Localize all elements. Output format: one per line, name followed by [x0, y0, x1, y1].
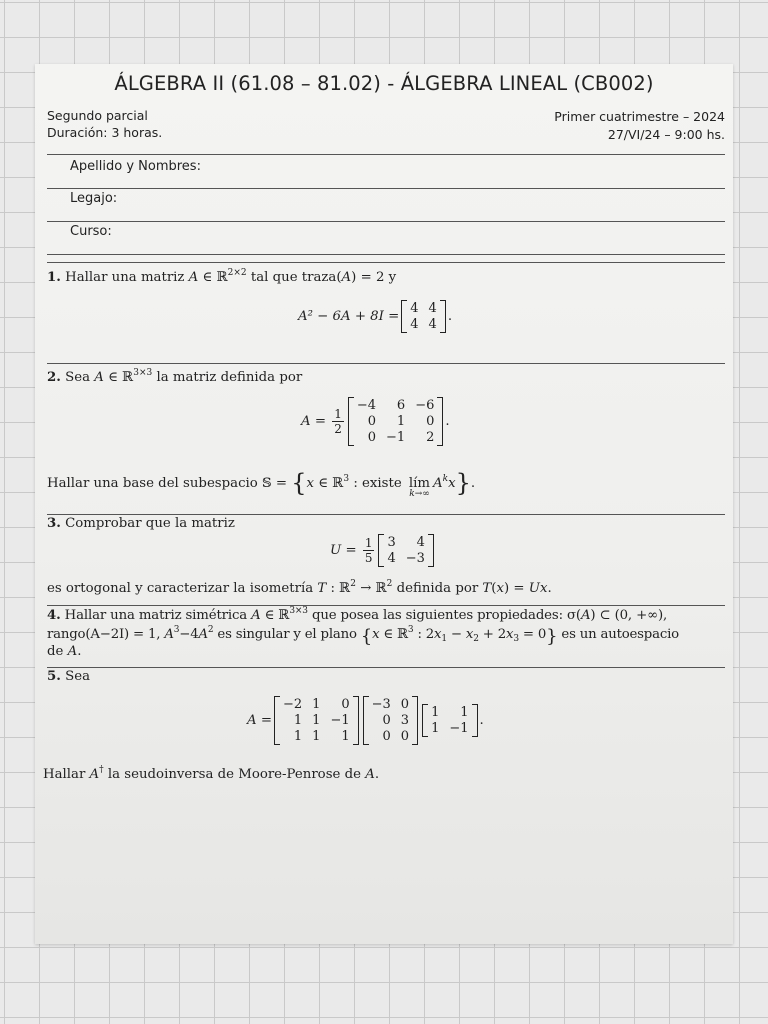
divider — [47, 363, 725, 364]
exam-term: Primer cuatrimestre – 2024 — [554, 109, 725, 124]
name-field-label: Apellido y Nombres: — [70, 159, 201, 174]
question-2-matrix-definition: A = $\frac{1}{2}$ −4 6 −6 0 1 0 0 −1 2 . — [301, 398, 450, 445]
matrix: 4 4 4 4 — [401, 300, 446, 333]
divider — [47, 667, 725, 668]
question-1-equation: A² − 6A + 8I = 4 4 4 4 . — [298, 301, 453, 332]
question-5-statement: 5. Sea — [47, 669, 91, 684]
matrix: −4 6 −6 0 1 0 0 −1 2 — [348, 397, 444, 446]
question-5-matrix-product: A = −2 1 0 1 1 −1 1 1 1 −3 0 0 3 0 0 1 1 1 −1 . — [247, 697, 484, 744]
curso-field-label: Curso: — [70, 224, 112, 239]
exam-date: 27/VI/24 – 9:00 hs. — [607, 127, 725, 142]
matrix: 1 1 1 −1 — [422, 704, 477, 737]
curso-field-line[interactable] — [47, 254, 725, 255]
question-number: 2. — [47, 370, 61, 385]
question-number: 5. — [47, 669, 61, 684]
question-number: 1. — [47, 270, 61, 285]
divider — [47, 262, 725, 263]
exam-type: Segundo parcial — [47, 108, 148, 123]
question-4-line-2: rango(A−2I) = 1, $A^3-4A^2$ es singular y el plano {x ∈ ℝ$^3$ : $2x_1 - x_2 + 2x_3 = 0$} es un autoespacio — [47, 625, 679, 647]
exam-sheet — [35, 64, 733, 944]
question-3-matrix-definition: U = $\frac{1}{5}$ 3 4 4 −3 — [330, 534, 436, 567]
question-number: 4. — [47, 608, 61, 623]
exam-title: ÁLGEBRA II (61.08 – 81.02) - ÁLGEBRA LINEAL (CB002) — [114, 72, 654, 95]
question-3-task: es ortogonal y caracterizar la isometría T : ℝ$^2$ → ℝ$^2$ definida por T(x) = Ux. — [47, 579, 552, 596]
matrix: −2 1 0 1 1 −1 1 1 1 — [274, 696, 359, 745]
legajo-field-label: Legajo: — [70, 191, 118, 206]
divider — [47, 605, 725, 606]
question-number: 3. — [47, 516, 61, 531]
matrix: 3 4 4 −3 — [378, 534, 433, 567]
question-1-statement: 1. Hallar una matriz A ∈ ℝ$^{2\times 2}$ tal que traza(A) = 2 y — [47, 268, 397, 285]
question-4-line-3: de A. — [47, 644, 82, 659]
matrix: −3 0 0 3 0 0 — [363, 696, 418, 745]
name-field-line[interactable] — [47, 188, 725, 189]
exam-duration: Duración: 3 horas. — [47, 125, 163, 140]
legajo-field-line[interactable] — [47, 221, 725, 222]
question-5-task: Hallar A† la seudoinversa de Moore-Penrose de A. — [43, 765, 380, 782]
question-2-statement: 2. Sea A ∈ ℝ$^{3\times 3}$ la matriz definida por — [47, 368, 303, 385]
question-3-statement: 3. Comprobar que la matriz — [47, 516, 235, 531]
divider — [47, 154, 725, 155]
question-4-line-1: 4. Hallar una matriz simétrica A ∈ ℝ$^{3\times 3}$ que posea las siguientes propiedades: σ(A) ⊂ (0, +∞), — [47, 606, 668, 623]
question-2-task: Hallar una base del subespacio 𝕊 = {x ∈ ℝ$^3$ : existe lím k→∞ $A^kx$}. — [47, 469, 476, 499]
equation-lhs: A² − 6A + 8I = — [298, 309, 400, 324]
divider — [47, 514, 725, 515]
